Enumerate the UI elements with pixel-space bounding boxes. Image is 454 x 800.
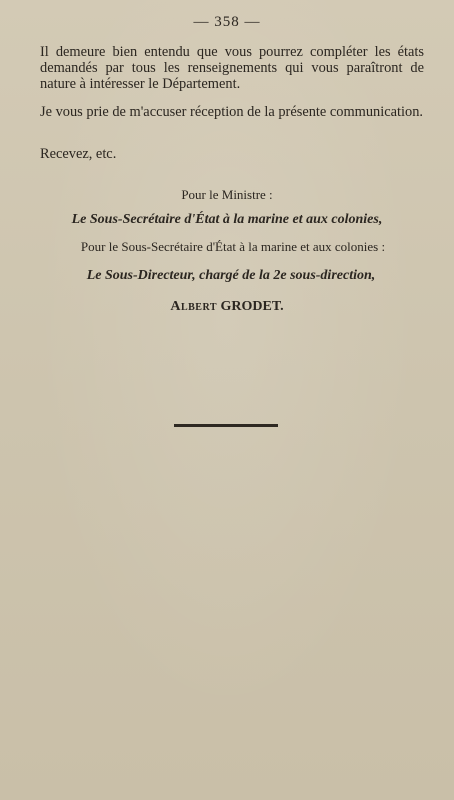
sous-directeur-title: Le Sous-Directeur, chargé de la 2e sous-direction,: [86, 268, 376, 283]
paragraph-closing: Recevez, etc.: [40, 146, 117, 162]
end-rule: [174, 424, 278, 427]
page-number: — 358 —: [193, 14, 261, 30]
paragraph-details: Il demeure bien entendu que vous pourrez compléter les états demandés par tous les renseignements qui vous paraîtront de nature à intéresser le Département.: [40, 44, 424, 92]
sous-secretaire-title: Le Sous-Secrétaire d'État à la marine et aux colonies,: [71, 212, 383, 227]
signature-name: [0, 299, 454, 315]
pour-sous-secretaire: Pour le Sous-Secrétaire d'État à la marine et aux colonies :: [80, 239, 386, 254]
signature-first-name: Albert: [170, 299, 218, 314]
signature-last-name: GRODET.: [220, 299, 284, 314]
pour-le-ministre: Pour le Ministre :: [181, 187, 273, 202]
paragraph-acknowledgement: Je vous prie de m'accuser réception de la présente communication.: [40, 104, 423, 120]
